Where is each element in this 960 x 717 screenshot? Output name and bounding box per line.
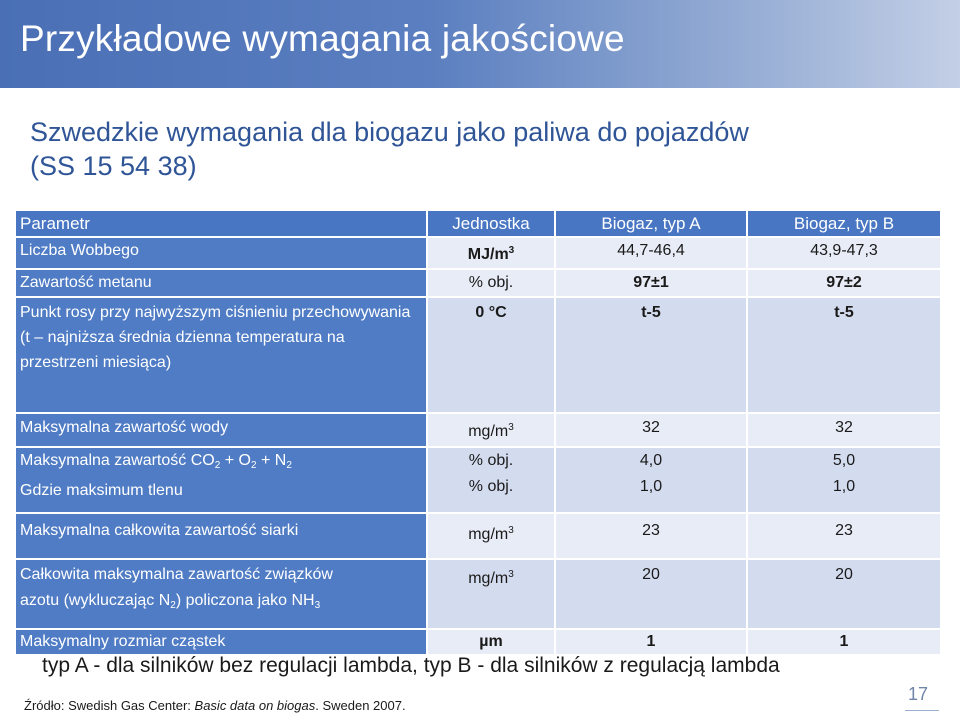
unit-water: $mg/m^3$ — [428, 414, 556, 446]
typ-b-particle: 1 — [748, 630, 942, 654]
page-number-underline — [905, 710, 939, 711]
slide-title: Przykładowe wymagania jakościowe — [20, 18, 625, 59]
typ-a-particle: 1 — [556, 630, 748, 654]
typ-b-methane: 97±2 — [748, 270, 942, 296]
table-row-dewpoint — [16, 298, 942, 412]
typ-a-wobbe: 44,7-46,4 — [556, 238, 748, 268]
unit-particle: µm — [428, 630, 556, 654]
table-row-sulfur — [16, 514, 942, 558]
typ-a-methane: 97±1 — [556, 270, 748, 296]
typ-a-water: 32 — [556, 414, 748, 446]
table-row-nitrogen — [16, 560, 942, 628]
subtitle-line-1: Szwedzkie wymagania dla biogazu jako paliwa do pojazdów — [30, 117, 749, 147]
header-typ-b: Biogaz, typ B — [748, 211, 942, 236]
unit-methane: % obj. — [428, 270, 556, 296]
header-parametr: Parametr — [16, 211, 428, 236]
page-number: 17 — [908, 684, 929, 704]
source-citation: Źródło: Swedish Gas Center: Basic data on biogas. Sweden 2007. — [24, 698, 406, 713]
typ-b-dewpoint: t-5 — [748, 298, 942, 412]
typ-b-sulfur: 23 — [748, 514, 942, 558]
table-row-water — [16, 414, 942, 446]
param-gases — [16, 448, 428, 512]
table-row-methane — [16, 270, 942, 296]
unit-wobbe: $MJ/m^3$ — [428, 238, 556, 268]
table-row-gases — [16, 448, 942, 512]
typ-a-dewpoint: t-5 — [556, 298, 748, 412]
param-dewpoint: Punkt rosy przy najwyższym ciśnieniu przechowywania (t – najniższa średnia dzienna temperatura na przestrzeni miesiąca) — [16, 298, 428, 412]
table-header-row — [16, 211, 942, 236]
unit-nitrogen: $mg/m^3$ — [428, 560, 556, 628]
param-gases-line-1: Maksymalna zawartość $CO_2 + O_2 + N_2$ — [20, 452, 292, 471]
title-bar — [0, 0, 960, 88]
unit-sulfur: $mg/m^3$ — [428, 514, 556, 558]
unit-gases: % obj. % obj. — [428, 448, 556, 512]
param-wobbe: Liczba Wobbego — [16, 238, 428, 268]
table-row-wobbe — [16, 238, 942, 268]
unit-dewpoint: 0 °C — [428, 298, 556, 412]
header-typ-a: Biogaz, typ A — [556, 211, 748, 236]
type-note: typ A - dla silników bez regulacji lambda, typ B - dla silników z regulacją lambda — [42, 654, 780, 677]
typ-a-nitrogen: 20 — [556, 560, 748, 628]
typ-a-gases: 4,0 1,0 — [556, 448, 748, 512]
typ-b-nitrogen: 20 — [748, 560, 942, 628]
param-nitrogen: Całkowita maksymalna zawartość związków azotu (wykluczając $N_2$) policzona jako $NH_3$ — [16, 560, 428, 628]
param-water: Maksymalna zawartość wody — [16, 414, 428, 446]
requirements-table — [16, 209, 942, 656]
param-particle: Maksymalny rozmiar cząstek — [16, 630, 428, 654]
table-row-particle — [16, 630, 942, 654]
param-gases-line-2: Gdzie maksimum tlenu — [20, 482, 183, 499]
typ-a-sulfur: 23 — [556, 514, 748, 558]
subtitle-line-2: (SS 15 54 38) — [30, 151, 197, 181]
param-sulfur: Maksymalna całkowita zawartość siarki — [16, 514, 428, 558]
typ-b-wobbe: 43,9-47,3 — [748, 238, 942, 268]
header-jednostka: Jednostka — [428, 211, 556, 236]
typ-b-water: 32 — [748, 414, 942, 446]
slide-subtitle — [30, 115, 850, 183]
param-methane: Zawartość metanu — [16, 270, 428, 296]
typ-b-gases: 5,0 1,0 — [748, 448, 942, 512]
